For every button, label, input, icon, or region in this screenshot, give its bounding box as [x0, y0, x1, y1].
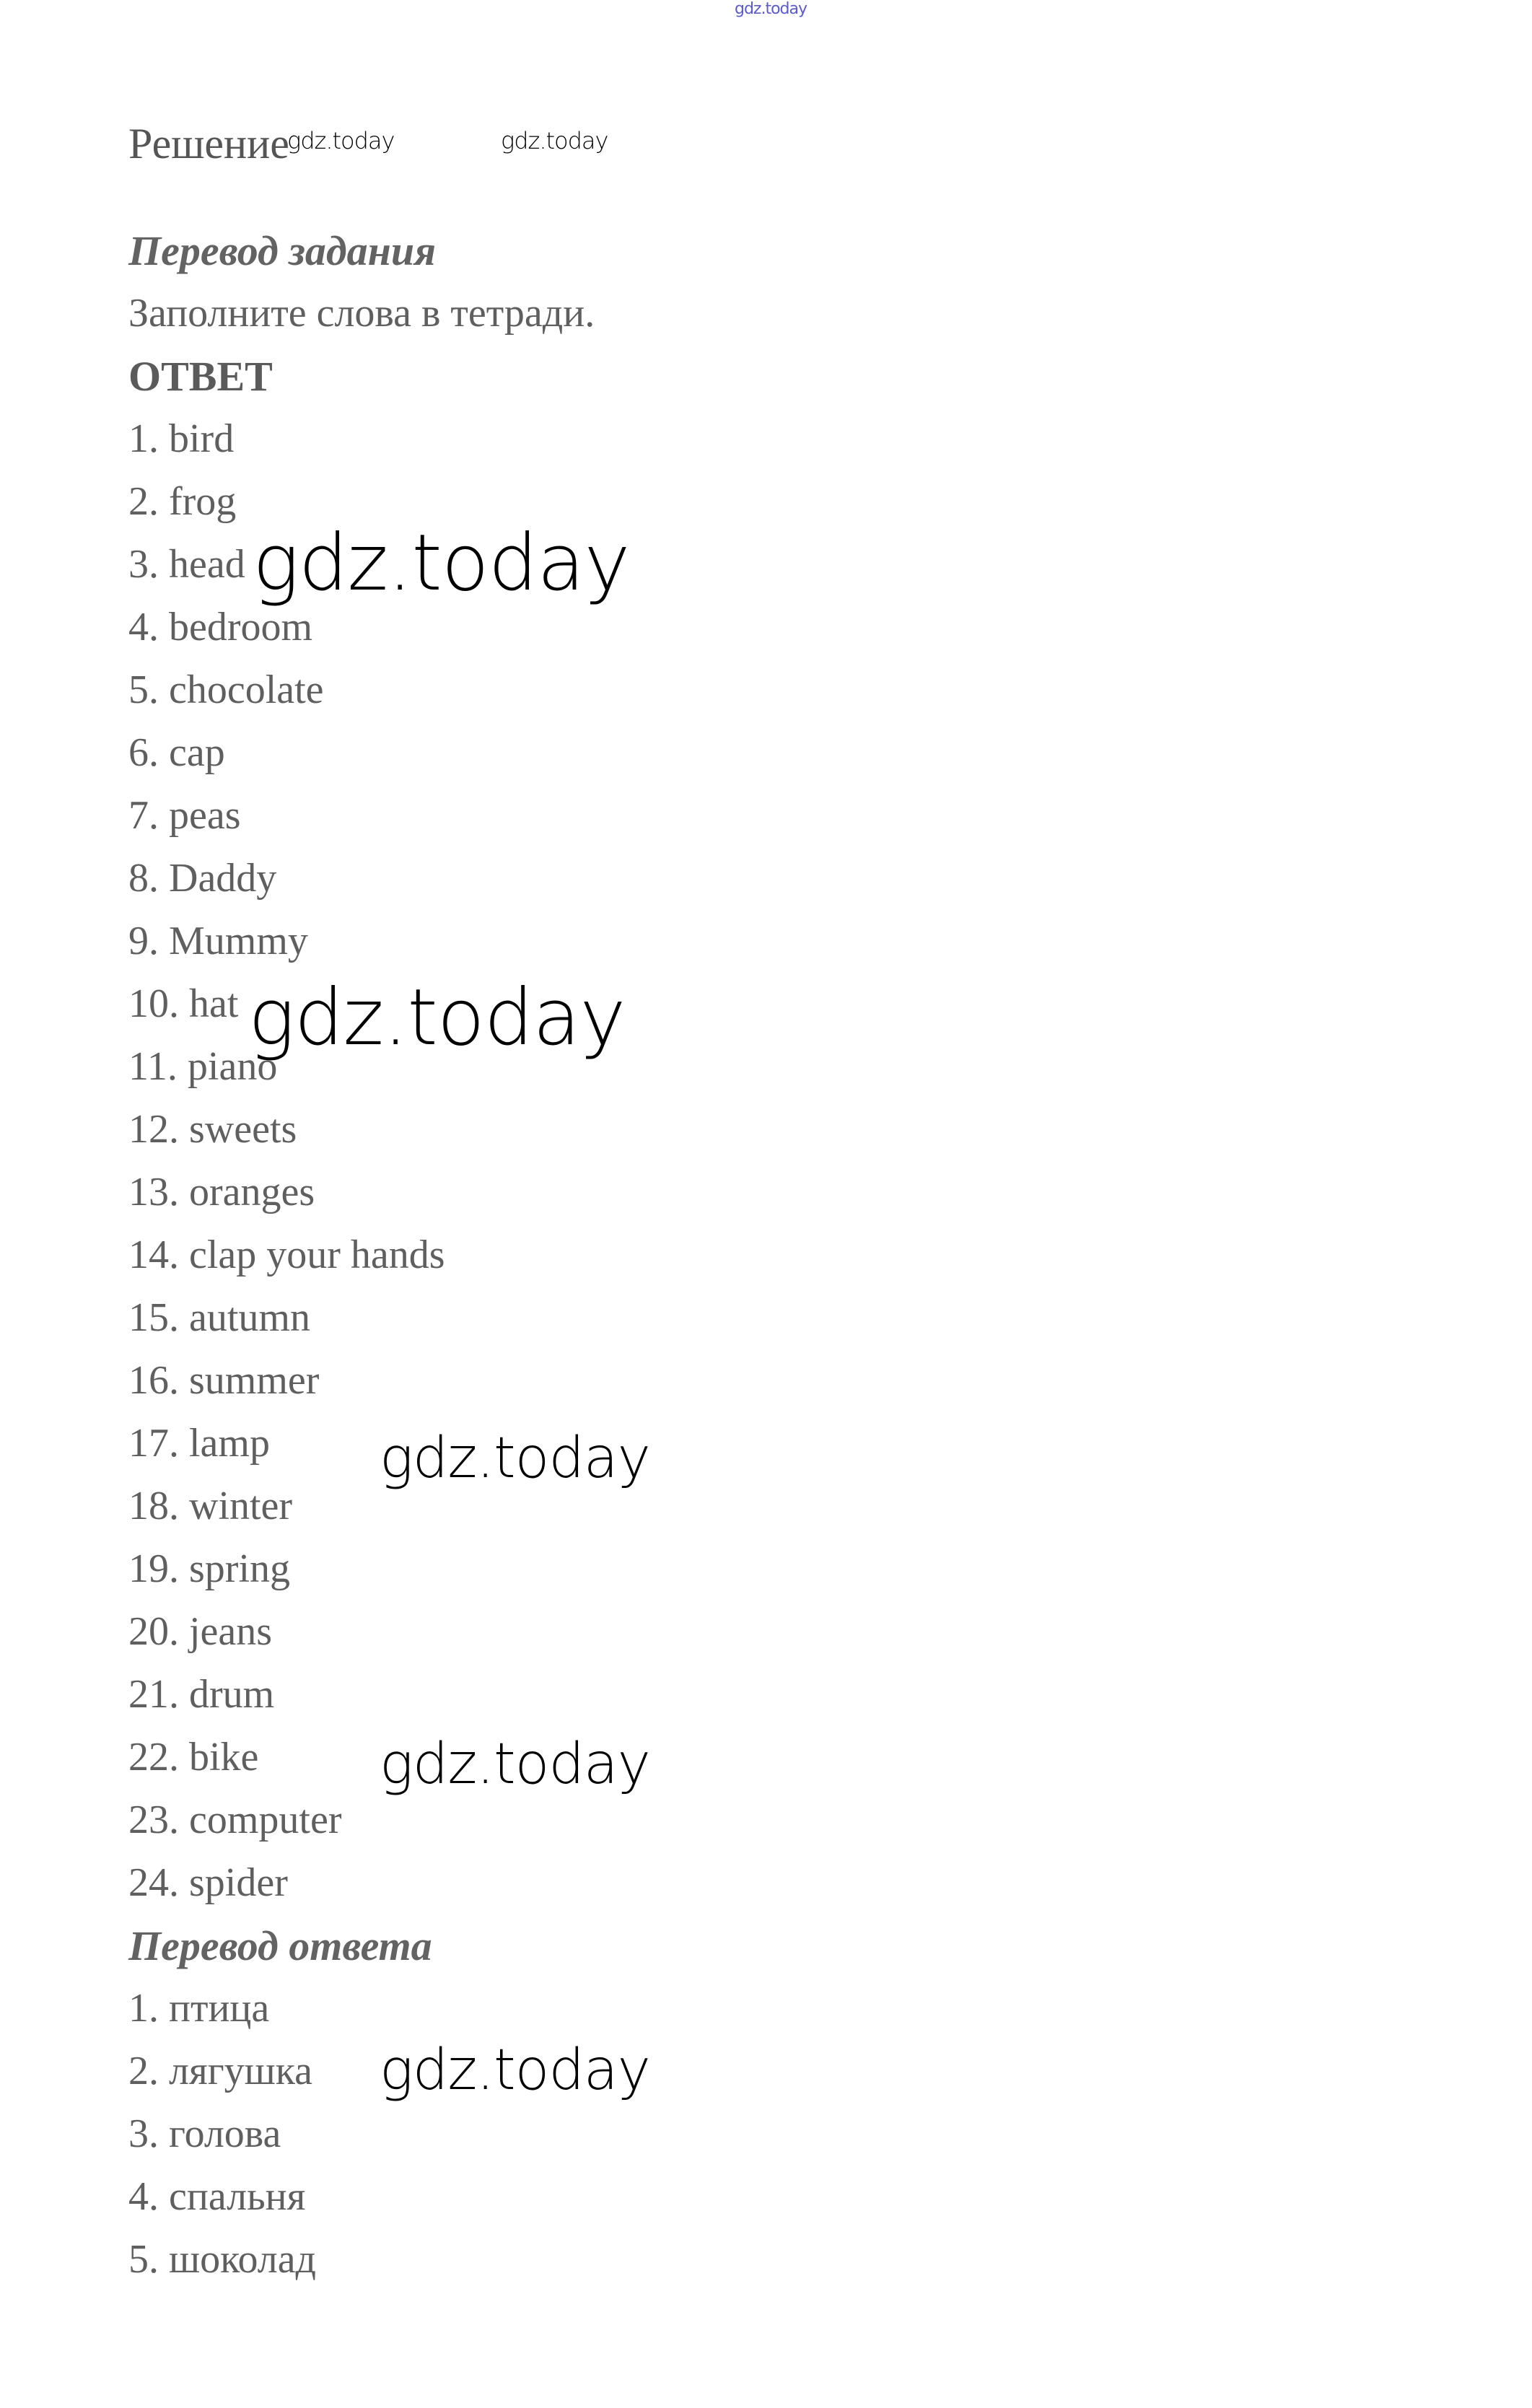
- answer-item: 12. sweets: [128, 1107, 297, 1152]
- answer-list: [128, 408, 1427, 1914]
- answer-item: 14. clap your hands: [128, 1233, 445, 1277]
- answer-item: 10. hat: [128, 981, 239, 1026]
- answer-item: 3. head: [128, 542, 245, 587]
- translation-item: 1. птица: [128, 1986, 270, 2031]
- answer-item: 18. winter: [128, 1484, 293, 1528]
- answer-item: 16. summer: [128, 1358, 320, 1403]
- watermark-heading-2: gdz.today: [501, 127, 608, 154]
- answer-item: 23. computer: [128, 1798, 342, 1842]
- answer-item: 24. spider: [128, 1860, 288, 1905]
- page-title: Решение: [128, 120, 289, 167]
- answer-item: 22. bike: [128, 1735, 259, 1779]
- answer-translation-list: [128, 1977, 1427, 2291]
- answer-item: 17. lamp: [128, 1421, 270, 1466]
- translation-item: 2. лягушка: [128, 2049, 313, 2093]
- answer-item: 6. cap: [128, 730, 225, 775]
- spacer: [128, 172, 1427, 219]
- answer-item: 1. bird: [128, 416, 235, 461]
- watermark-medium-2: gdz.today: [380, 1732, 650, 1797]
- answer-item: 19. spring: [128, 1546, 290, 1591]
- watermark-top: gdz.today: [735, 0, 807, 18]
- answer-item: 13. oranges: [128, 1170, 315, 1214]
- watermark-heading-1: gdz.today: [287, 127, 395, 154]
- watermark-medium-1: gdz.today: [380, 1426, 650, 1491]
- answer-item: 4. bedroom: [128, 605, 313, 649]
- translation-item: 4. спальня: [128, 2174, 306, 2219]
- watermark-medium-3: gdz.today: [380, 2038, 650, 2103]
- answer-item: 11. piano: [128, 1044, 278, 1089]
- answer-item: 5. chocolate: [128, 667, 324, 712]
- answer-item: 7. peas: [128, 793, 241, 838]
- answer-item: 15. autumn: [128, 1295, 310, 1340]
- watermark-large-2: gdz.today: [248, 973, 626, 1063]
- answer-translation-title: Перевод ответа: [128, 1922, 432, 1969]
- answer-item: 2. frog: [128, 479, 237, 524]
- task-translation-title: Перевод задания: [128, 227, 436, 274]
- answer-title: ОТВЕТ: [128, 353, 273, 400]
- translation-item: 5. шоколад: [128, 2237, 317, 2282]
- answer-item: 21. drum: [128, 1672, 275, 1717]
- watermark-large-1: gdz.today: [253, 518, 630, 608]
- document-content: [128, 115, 1427, 2291]
- answer-item: 20. jeans: [128, 1609, 273, 1654]
- answer-item: 8. Daddy: [128, 856, 277, 901]
- translation-item: 3. голова: [128, 2111, 281, 2156]
- task-translation-text: Заполните слова в тетради.: [128, 291, 595, 336]
- answer-item: 9. Mummy: [128, 919, 308, 963]
